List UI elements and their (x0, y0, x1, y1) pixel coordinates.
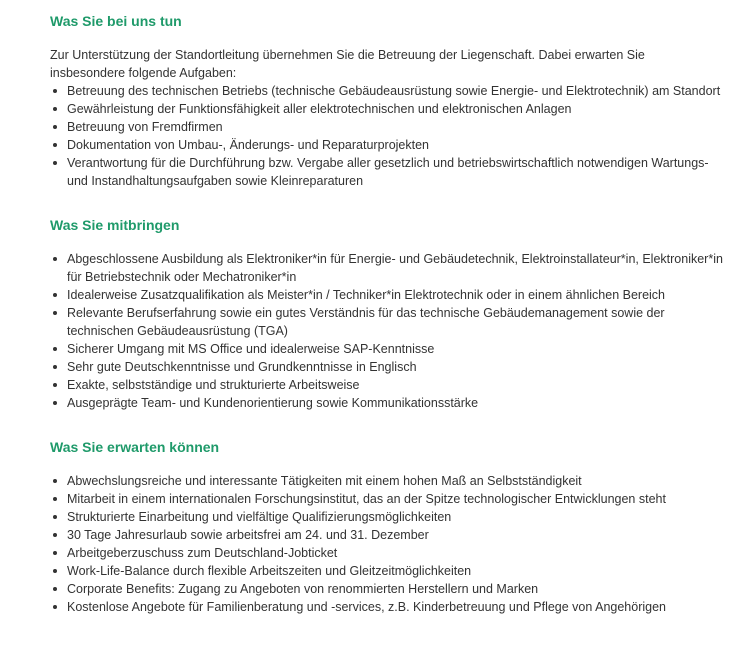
section-heading: Was Sie mitbringen (50, 217, 180, 233)
list-item: Dokumentation von Umbau-, Änderungs- und Reparaturprojekten (50, 136, 730, 154)
list-item: Mitarbeit in einem internationalen Forschungsinstitut, das an der Spitze technologischer Entwicklungen steht (50, 490, 730, 508)
list-item: Idealerweise Zusatzqualifikation als Meister*in / Techniker*in Elektrotechnik oder in einem ähnlichen Bereich (50, 286, 730, 304)
benefits-list (50, 472, 730, 616)
requirements-list (50, 250, 730, 412)
list-item: 30 Tage Jahresurlaub sowie arbeitsfrei am 24. und 31. Dezember (50, 526, 730, 544)
list-item: Work-Life-Balance durch flexible Arbeitszeiten und Gleitzeitmöglichkeiten (50, 562, 730, 580)
list-item: Abwechslungsreiche und interessante Tätigkeiten mit einem hohen Maß an Selbstständigkeit (50, 472, 730, 490)
section-heading: Was Sie bei uns tun (50, 13, 182, 29)
section-requirements (50, 216, 753, 412)
section-heading: Was Sie erwarten können (50, 439, 220, 455)
section-benefits (50, 438, 753, 616)
list-item: Sehr gute Deutschkenntnisse und Grundkenntnisse in Englisch (50, 358, 730, 376)
list-item: Strukturierte Einarbeitung und vielfältige Qualifizierungsmöglichkeiten (50, 508, 730, 526)
list-item: Betreuung des technischen Betriebs (technische Gebäudeausrüstung sowie Energie- und Elektrotechnik) am Standort (50, 82, 730, 100)
task-list (50, 82, 730, 190)
list-item: Verantwortung für die Durchführung bzw. Vergabe aller gesetzlich und betriebswirtschaftlich notwendigen Wartungs- und Instandhaltungsaufgaben sowie Kleinreparaturen (50, 154, 730, 190)
list-item: Kostenlose Angebote für Familienberatung und -services, z.B. Kinderbetreuung und Pflege von Angehörigen (50, 598, 730, 616)
list-item: Exakte, selbstständige und strukturierte Arbeitsweise (50, 376, 730, 394)
section-intro: Zur Unterstützung der Standortleitung übernehmen Sie die Betreuung der Liegenschaft. Dabei erwarten Sie insbesondere folgende Aufgaben: (50, 48, 645, 80)
list-item: Abgeschlossene Ausbildung als Elektroniker*in für Energie- und Gebäudetechnik, Elektroinstallateur*in, Elektroniker*in für Betriebstechnik oder Mechatroniker*in (50, 250, 730, 286)
list-item: Relevante Berufserfahrung sowie ein gutes Verständnis für das technische Gebäudemanagement sowie der technischen Gebäudeausrüstung (TGA) (50, 304, 730, 340)
list-item: Ausgeprägte Team- und Kundenorientierung sowie Kommunikationsstärke (50, 394, 730, 412)
list-item: Betreuung von Fremdfirmen (50, 118, 730, 136)
list-item: Sicherer Umgang mit MS Office und idealerweise SAP-Kenntnisse (50, 340, 730, 358)
list-item: Arbeitgeberzuschuss zum Deutschland-Jobticket (50, 544, 730, 562)
list-item: Gewährleistung der Funktionsfähigkeit aller elektrotechnischen und elektronischen Anlagen (50, 100, 730, 118)
list-item: Corporate Benefits: Zugang zu Angeboten von renommierten Herstellern und Marken (50, 580, 730, 598)
section-tasks (50, 12, 753, 190)
